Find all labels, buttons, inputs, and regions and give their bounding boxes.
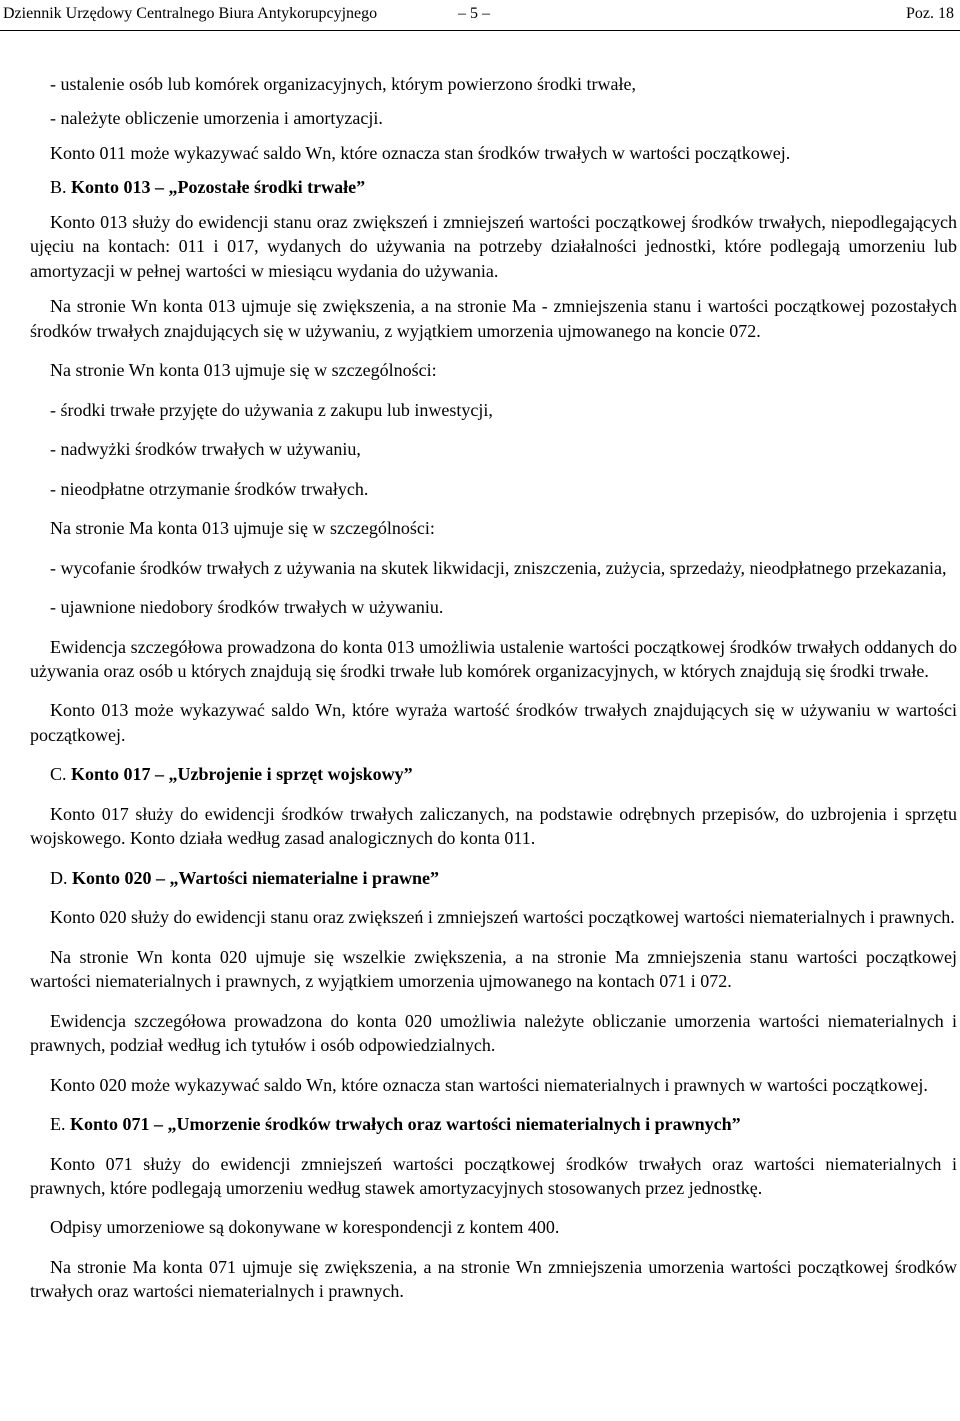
section-letter: E.: [50, 1114, 66, 1135]
section-heading-e: [30, 1112, 957, 1136]
section-title: Konto 020 – „Wartości niematerialne i prawne”: [72, 867, 439, 888]
section-letter: D.: [50, 867, 68, 888]
list-item: - ustalenie osób lub komórek organizacyjnych, którym powierzono środki trwałe,: [50, 74, 637, 94]
paragraph: Konto 071 służy do ewidencji zmniejszeń wartości początkowej środków trwałych oraz wartości niematerialnych i prawnych, które podlegają umorzeniu według stawek amortyzacyjnych stosowanych przez jednostkę.: [30, 1153, 957, 1198]
section-heading-c: [30, 762, 957, 786]
section-letter: B.: [50, 177, 67, 198]
page-number: – 5 –: [458, 5, 490, 22]
paragraph: Konto 013 służy do ewidencji stanu oraz zwiększeń i zmniejszeń wartości początkowej środków trwałych, niepodlegających ujęciu na kontach: 011 i 017, wydanych do używania na potrzeby działalności jednostki, które podlegają umorzeniu lub amortyzacji w pełnej wartości w miesiącu wydania do używania.: [30, 211, 957, 281]
list-item: - nieodpłatne otrzymanie środków trwałych.: [50, 478, 369, 499]
paragraph: Odpisy umorzeniowe są dokonywane w korespondencji z kontem 400.: [50, 1217, 560, 1238]
paragraph: Konto 017 służy do ewidencji środków trwałych zaliczanych, na podstawie odrębnych przepisów, do uzbrojenia i sprzętu wojskowego. Konto działa według zasad analogicznych do konta 011.: [30, 803, 957, 849]
list-item: - środki trwałe przyjęte do używania z zakupu lub inwestycji,: [50, 399, 493, 420]
journal-title: Dziennik Urzędowy Centralnego Biura Antykorupcyjnego: [3, 5, 378, 22]
list-item: - ujawnione niedobory środków trwałych w używaniu.: [50, 597, 444, 618]
list-item: - wycofanie środków trwałych z używania na skutek likwidacji, zniszczenia, zużycia, sprzedaży, nieodpłatnego przekazania,: [50, 557, 947, 578]
paragraph: Na stronie Ma konta 013 ujmuje się w szczególności:: [50, 518, 435, 539]
list-item: - należyte obliczenie umorzenia i amortyzacji.: [50, 108, 383, 129]
paragraph: Konto 011 może wykazywać saldo Wn, które oznacza stan środków trwałych w wartości początkowej.: [50, 142, 791, 163]
paragraph: Na stronie Wn konta 020 ujmuje się wszelkie zwiększenia, a na stronie Ma zmniejszenia stanu wartości początkowej wartości niematerialnych i prawnych, z wyjątkiem umorzenia ujmowanego na kontach 071 i 072.: [30, 946, 957, 992]
paragraph: Konto 020 służy do ewidencji stanu oraz zwiększeń i zmniejszeń wartości początkowej wartości niematerialnych i prawnych.: [50, 907, 955, 928]
section-title: Konto 017 – „Uzbrojenie i sprzęt wojskowy”: [71, 764, 413, 785]
section-heading-b: [30, 175, 957, 199]
section-letter: C.: [50, 764, 67, 785]
list-item: - nadwyżki środków trwałych w używaniu,: [50, 439, 361, 460]
position-number: Poz. 18: [906, 5, 954, 22]
section-title: Konto 071 – „Umorzenie środków trwałych oraz wartości niematerialnych i prawnych”: [70, 1114, 741, 1135]
page-header: [0, 0, 960, 31]
paragraph: Konto 013 może wykazywać saldo Wn, które wyraża wartość środków trwałych znajdujących się w używaniu w wartości początkowej.: [30, 700, 957, 745]
paragraph: Konto 020 może wykazywać saldo Wn, które oznacza stan wartości niematerialnych i prawnych w wartości początkowej.: [50, 1074, 928, 1095]
paragraph: Ewidencja szczegółowa prowadzona do konta 020 umożliwia należyte obliczanie umorzenia wartości niematerialnych i prawnych, podział według ich tytułów i osób odpowiedzialnych.: [30, 1010, 957, 1056]
paragraph: Na stronie Ma konta 071 ujmuje się zwiększenia, a na stronie Wn zmniejszenia umorzenia wartości początkowej środków trwałych oraz wartości niematerialnych i prawnych.: [30, 1256, 957, 1302]
paragraph: Ewidencja szczegółowa prowadzona do konta 013 umożliwia ustalenie wartości początkowej środków trwałych oddanych do używania oraz osób u których znajdują się środki trwałe lub komórek organizacyjnych, w których znajdują się środki trwałe.: [30, 636, 957, 681]
section-heading-d: [30, 866, 957, 890]
paragraph: Na stronie Wn konta 013 ujmuje się zwiększenia, a na stronie Ma - zmniejszenia stanu i wartości początkowej pozostałych środków trwałych znajdujących się w używaniu, z wyjątkiem umorzenia ujmowanego na koncie 072.: [30, 296, 957, 341]
document-body: [30, 70, 957, 1304]
section-title: Konto 013 – „Pozostałe środki trwałe”: [71, 177, 366, 198]
paragraph: Na stronie Wn konta 013 ujmuje się w szczególności:: [50, 360, 437, 381]
